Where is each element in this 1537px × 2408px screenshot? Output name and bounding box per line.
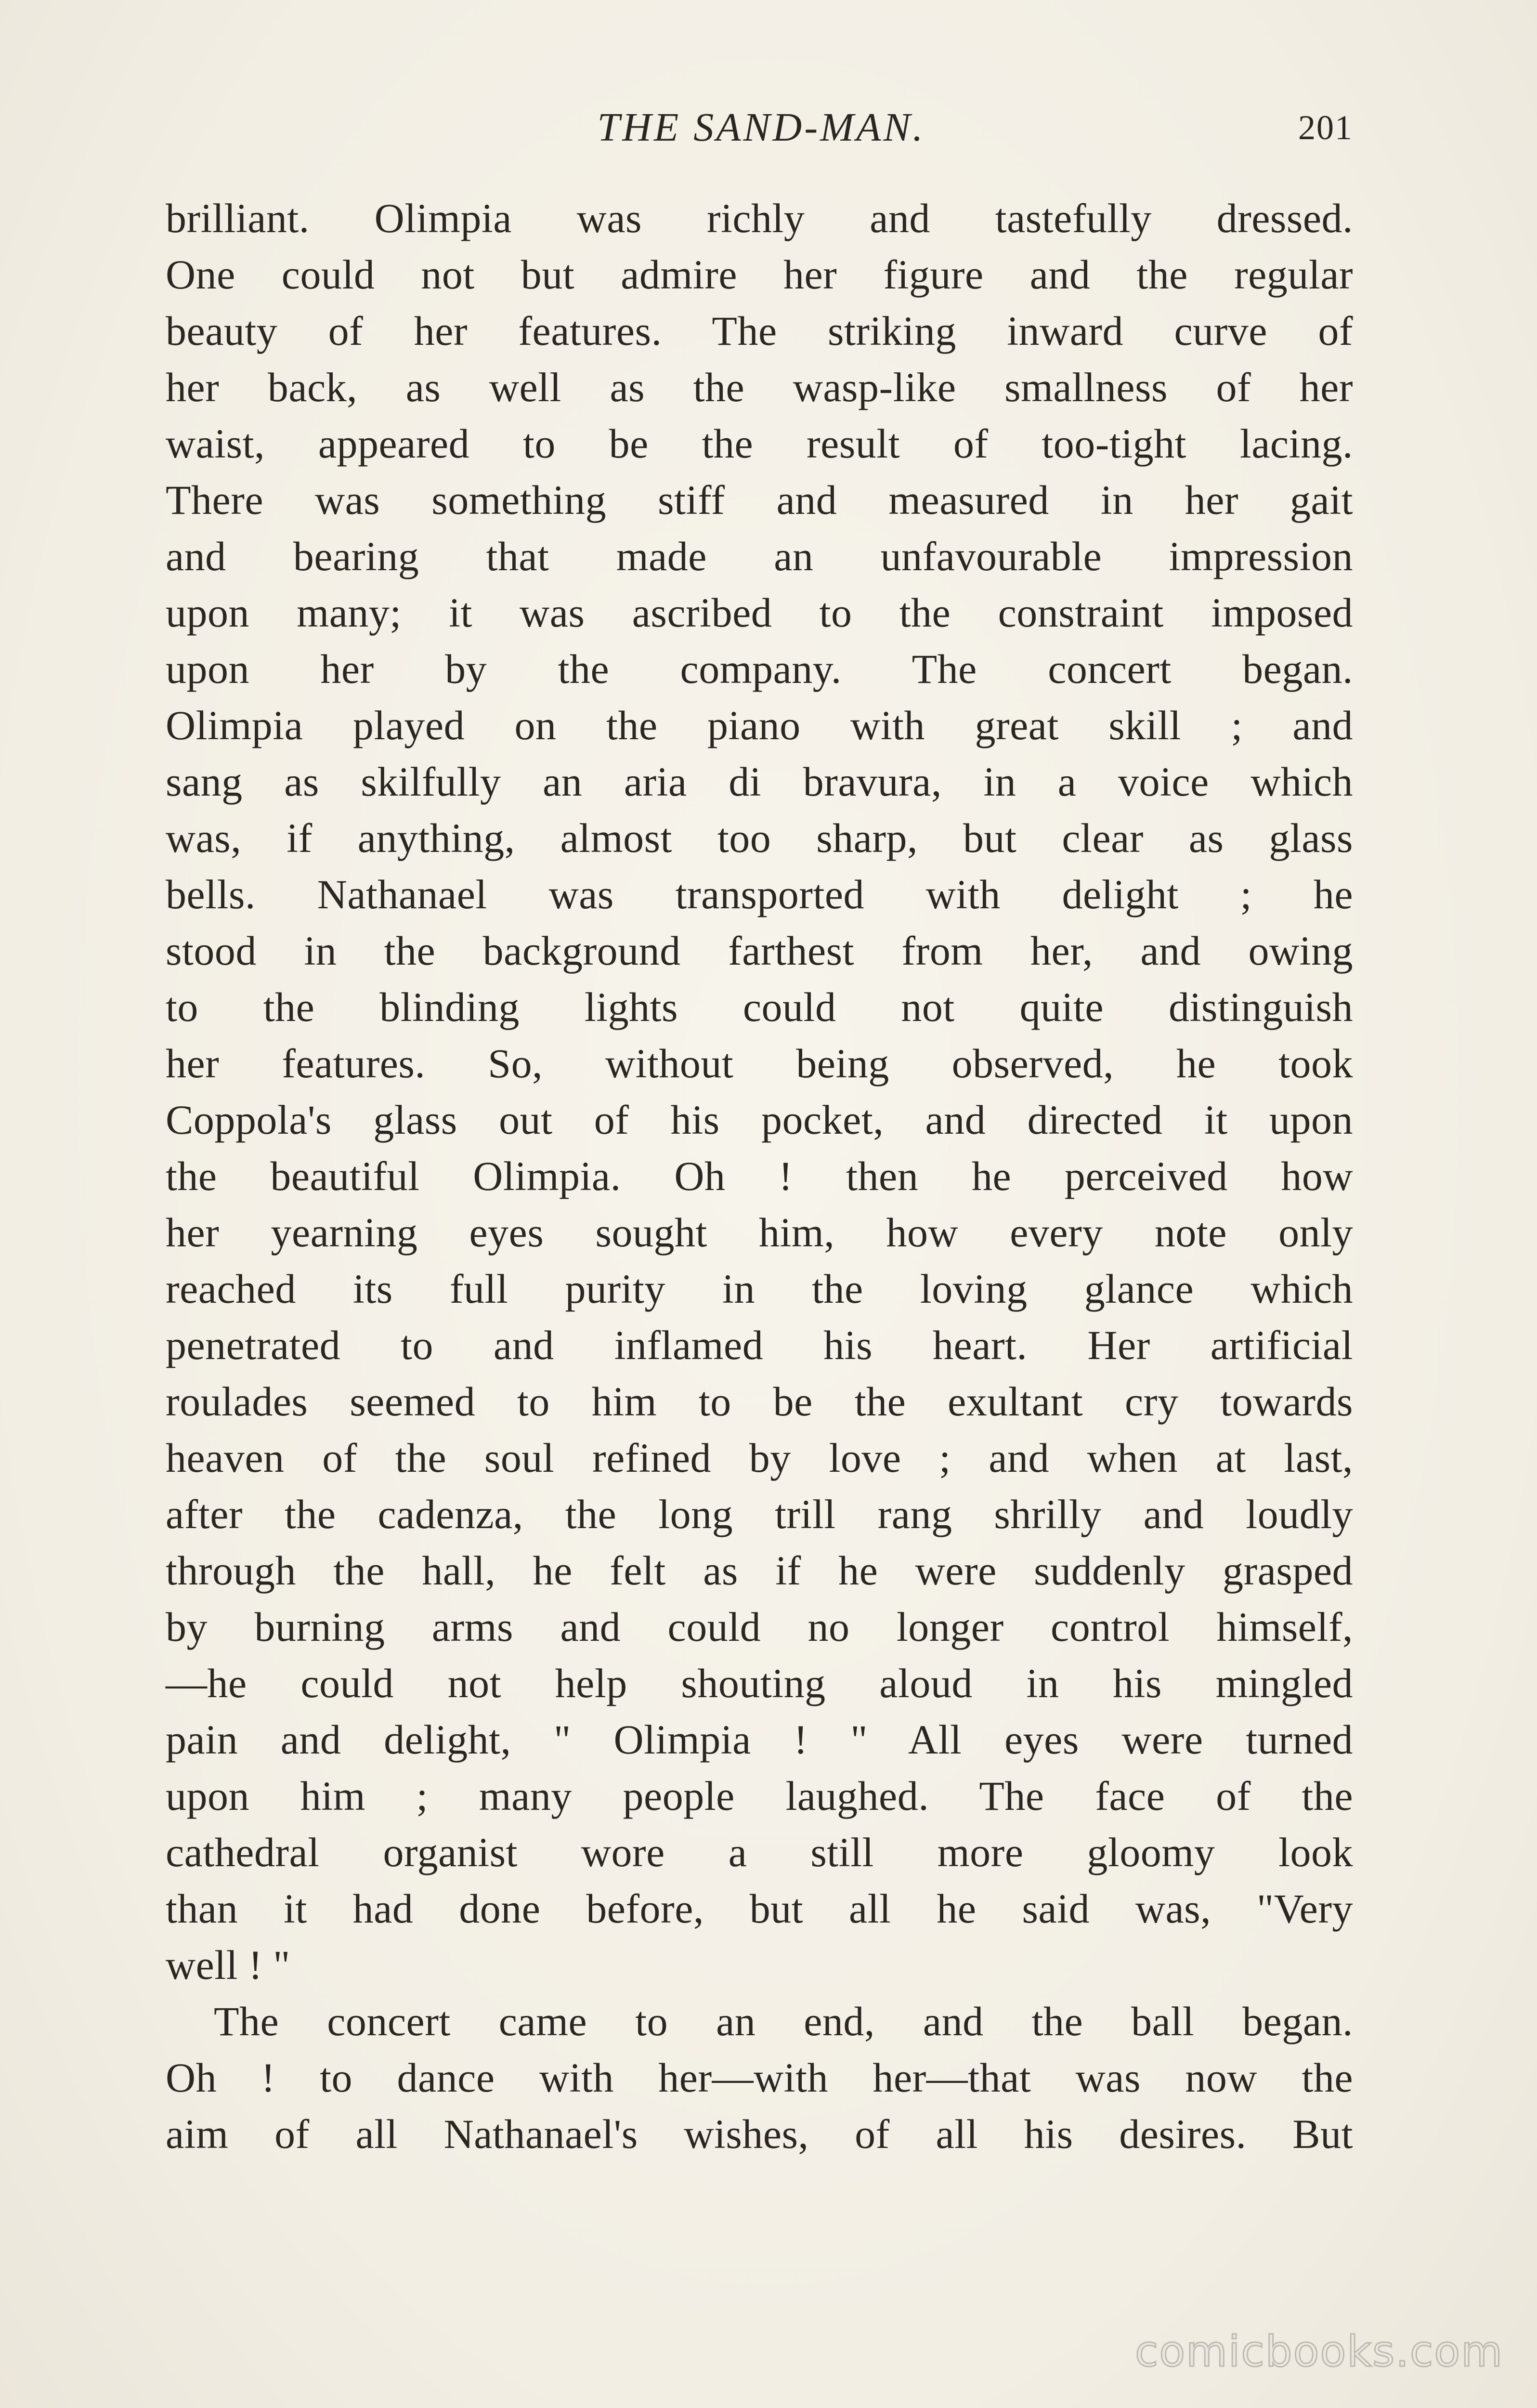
text-line: her features. So, without being observed, he took bbox=[166, 1040, 1353, 1086]
text-line: penetrated to and inflamed his heart. Her artificial bbox=[166, 1322, 1353, 1368]
text-line: beauty of her features. The striking inward curve of bbox=[166, 308, 1353, 354]
text-line: Olimpia played on the piano with great skill ; and bbox=[166, 702, 1353, 748]
text-line: —he could not help shouting aloud in his mingled bbox=[166, 1660, 1353, 1706]
page-header bbox=[169, 101, 1353, 154]
text-line: pain and delight, " Olimpia ! " All eyes were turned bbox=[166, 1716, 1353, 1763]
text-line: stood in the background farthest from her, and owing bbox=[166, 928, 1353, 974]
text-line: well ! " bbox=[166, 1942, 290, 1988]
text-line: and bearing that made an unfavourable impression bbox=[166, 533, 1353, 579]
text-line: Oh ! to dance with her—with her—that was now the bbox=[166, 2055, 1353, 2101]
text-line: upon him ; many people laughed. The face of the bbox=[166, 1773, 1353, 1819]
text-line: after the cadenza, the long trill rang shrilly and loudly bbox=[166, 1491, 1353, 1537]
text-line: by burning arms and could no longer control himself, bbox=[166, 1604, 1353, 1650]
text-line: waist, appeared to be the result of too-tight lacing. bbox=[166, 420, 1353, 467]
text-line: Coppola's glass out of his pocket, and directed it upon bbox=[166, 1097, 1353, 1143]
text-line: brilliant. Olimpia was richly and tastefully dressed. bbox=[166, 195, 1353, 241]
text-line: the beautiful Olimpia. Oh ! then he perceived how bbox=[166, 1153, 1353, 1199]
text-line: One could not but admire her figure and the regular bbox=[166, 251, 1353, 298]
text-line: upon her by the company. The concert began. bbox=[166, 646, 1353, 692]
text-line: bells. Nathanael was transported with delight ; he bbox=[166, 871, 1353, 917]
text-line: her yearning eyes sought him, how every note only bbox=[166, 1209, 1353, 1256]
text-line: through the hall, he felt as if he were suddenly grasped bbox=[166, 1547, 1353, 1594]
text-line: There was something stiff and measured in her gait bbox=[166, 477, 1353, 523]
text-line: was, if anything, almost too sharp, but clear as glass bbox=[166, 815, 1353, 861]
text-line: to the blinding lights could not quite distinguish bbox=[166, 984, 1353, 1030]
text-line: sang as skilfully an aria di bravura, in a voice which bbox=[166, 759, 1353, 805]
text-line: cathedral organist wore a still more gloomy look bbox=[166, 1829, 1353, 1875]
text-line: her back, as well as the wasp-like smallness of her bbox=[166, 364, 1353, 410]
text-line: aim of all Nathanael's wishes, of all his desires. But bbox=[166, 2111, 1353, 2157]
text-line: upon many; it was ascribed to the constraint imposed bbox=[166, 589, 1353, 636]
page-number: 201 bbox=[1298, 108, 1353, 147]
watermark: comicbooks.com bbox=[1134, 2327, 1503, 2376]
text-line: heaven of the soul refined by love ; and when at last, bbox=[166, 1435, 1353, 1481]
body-text bbox=[166, 190, 1353, 2162]
running-title: THE SAND-MAN. bbox=[597, 105, 925, 150]
text-line: The concert came to an end, and the ball began. bbox=[214, 1998, 1353, 2044]
text-line: reached its full purity in the loving glance which bbox=[166, 1266, 1353, 1312]
text-line: roulades seemed to him to be the exultant cry towards bbox=[166, 1378, 1353, 1425]
text-line: than it had done before, but all he said was, "Very bbox=[166, 1885, 1353, 1932]
